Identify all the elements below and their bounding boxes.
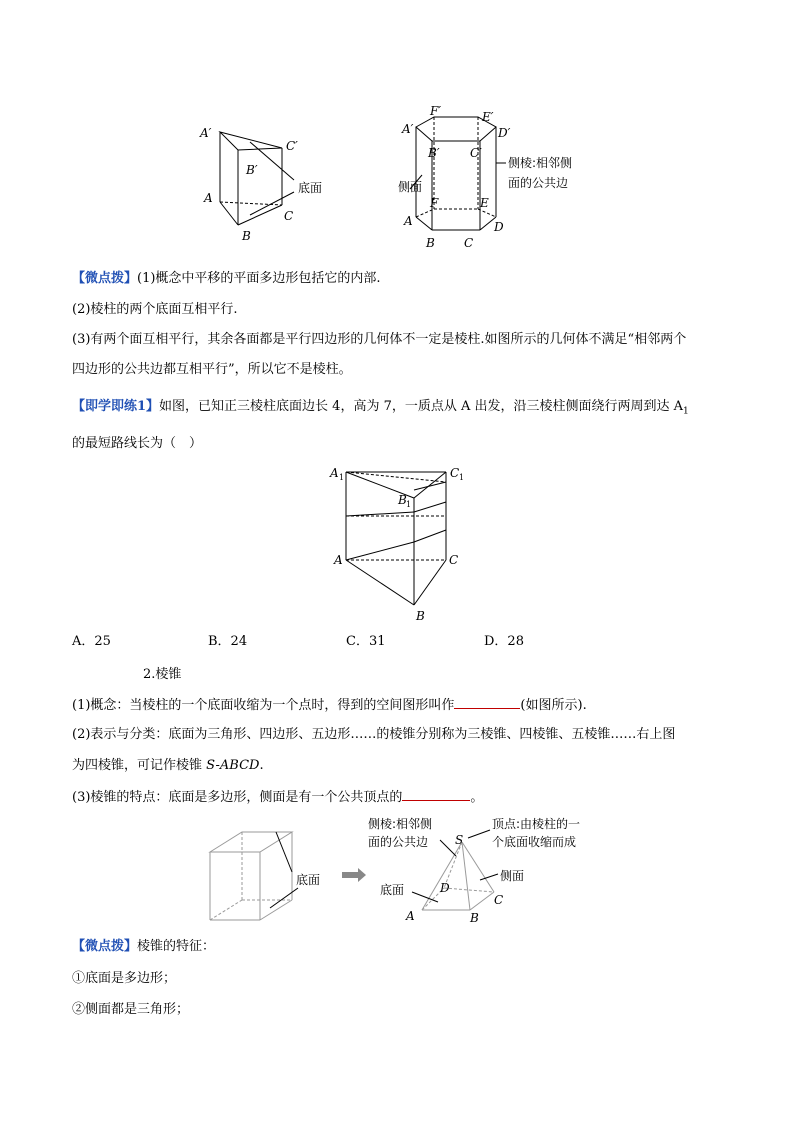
svg-text:个底面收缩而成: 个底面收缩而成	[492, 835, 577, 849]
svg-text:F′: F′	[430, 105, 442, 118]
option-c[interactable]: C．31	[346, 634, 386, 649]
svg-text:B′: B′	[246, 163, 258, 177]
option-d[interactable]: D．28	[484, 634, 524, 649]
svg-text:A′: A′	[200, 126, 212, 140]
svg-text:S: S	[455, 833, 464, 847]
svg-text:底面: 底面	[380, 883, 405, 897]
section-heading: 2.棱锥	[143, 667, 182, 682]
tip2-item2: ②侧面都是三角形；	[72, 1002, 190, 1017]
pyramid-rep-line2: 为四棱锥，可记作棱锥 S-ABCD.	[72, 758, 264, 773]
svg-text:顶点:由棱柱的一: 顶点:由棱柱的一	[492, 817, 581, 831]
svg-text:C: C	[449, 553, 459, 567]
option-a[interactable]: A．25	[72, 634, 111, 649]
pyramid-feature: (3)棱锥的特点：底面是多边形，侧面是有一个公共顶点的 。	[72, 790, 484, 805]
svg-text:A: A	[204, 191, 213, 205]
hexagonal-prism-figure	[398, 105, 608, 250]
svg-text:C′: C′	[286, 139, 298, 153]
svg-text:A: A	[406, 909, 415, 923]
svg-text:F: F	[430, 196, 439, 210]
option-b[interactable]: B．24	[208, 634, 248, 649]
svg-text:底面: 底面	[298, 181, 323, 195]
svg-text:E′: E′	[482, 110, 494, 124]
svg-text:A′: A′	[402, 122, 414, 136]
tip2-title: 【微点拨】棱锥的特征：	[72, 939, 216, 954]
svg-text:1: 1	[406, 500, 412, 509]
svg-text:侧面: 侧面	[500, 869, 525, 883]
svg-text:C: C	[464, 236, 474, 250]
svg-text:面的公共边: 面的公共边	[368, 835, 429, 849]
svg-text:D: D	[494, 220, 504, 234]
svg-text:B: B	[416, 609, 425, 623]
tip1-line4: 四边形的公共边都互相平行”，所以它不是棱柱。	[72, 362, 352, 377]
svg-text:C: C	[284, 209, 294, 223]
svg-text:侧棱:相邻侧: 侧棱:相邻侧	[368, 817, 433, 831]
svg-text:C′: C′	[470, 146, 482, 160]
svg-text:E: E	[480, 196, 489, 210]
svg-text:1: 1	[339, 473, 345, 482]
svg-text:1: 1	[459, 473, 465, 482]
svg-text:A: A	[334, 553, 343, 567]
svg-text:A: A	[404, 214, 413, 228]
svg-text:B: B	[426, 236, 435, 250]
tip1-line2: (2)棱柱的两个底面互相平行.	[72, 302, 238, 317]
svg-text:面的公共边: 面的公共边	[508, 176, 569, 190]
svg-text:C: C	[494, 893, 504, 907]
tip1-line1: 【微点拨】(1)概念中平移的平面多边形包括它的内部.	[72, 271, 381, 286]
prism-shortest-path-figure	[326, 460, 476, 625]
svg-text:侧面: 侧面	[398, 180, 423, 194]
svg-text:侧棱:相邻侧: 侧棱:相邻侧	[508, 156, 573, 170]
svg-text:B′: B′	[428, 146, 440, 160]
svg-text:D′: D′	[498, 126, 511, 140]
exercise-line2: 的最短路线长为（ ）	[72, 436, 203, 451]
answer-blank[interactable]	[454, 696, 520, 709]
svg-text:A: A	[330, 466, 339, 480]
prism-to-pyramid-figure	[200, 812, 620, 927]
tip2-item1: ①底面是多边形；	[72, 971, 177, 986]
pyramid-rep-line1: (2)表示与分类：底面为三角形、四边形、五边形……的棱锥分别称为三棱锥、四棱锥、五棱锥……右上图	[72, 727, 676, 742]
exercise-line1: 【即学即练1】如图，已知正三棱柱底面边长 4，高为 7，一质点从 A 出发，沿三棱柱侧面绕行两周到达 $A_1$	[72, 399, 689, 417]
pyramid-concept: (1)概念：当棱柱的一个底面收缩为一个点时，得到的空间图形叫作 (如图所示).	[72, 698, 587, 713]
tip1-line3: (3)有两个面互相平行，其余各面都是平行四边形的几何体不一定是棱柱.如图所示的几何体不满足“相邻两个	[72, 332, 687, 347]
svg-text:B: B	[398, 493, 407, 507]
svg-text:D: D	[440, 881, 450, 895]
triangular-prism-figure	[198, 120, 348, 245]
svg-text:B: B	[242, 229, 251, 243]
svg-text:B: B	[470, 911, 479, 925]
svg-text:C: C	[450, 466, 460, 480]
answer-blank[interactable]	[402, 788, 470, 801]
svg-text:底面: 底面	[296, 873, 321, 887]
